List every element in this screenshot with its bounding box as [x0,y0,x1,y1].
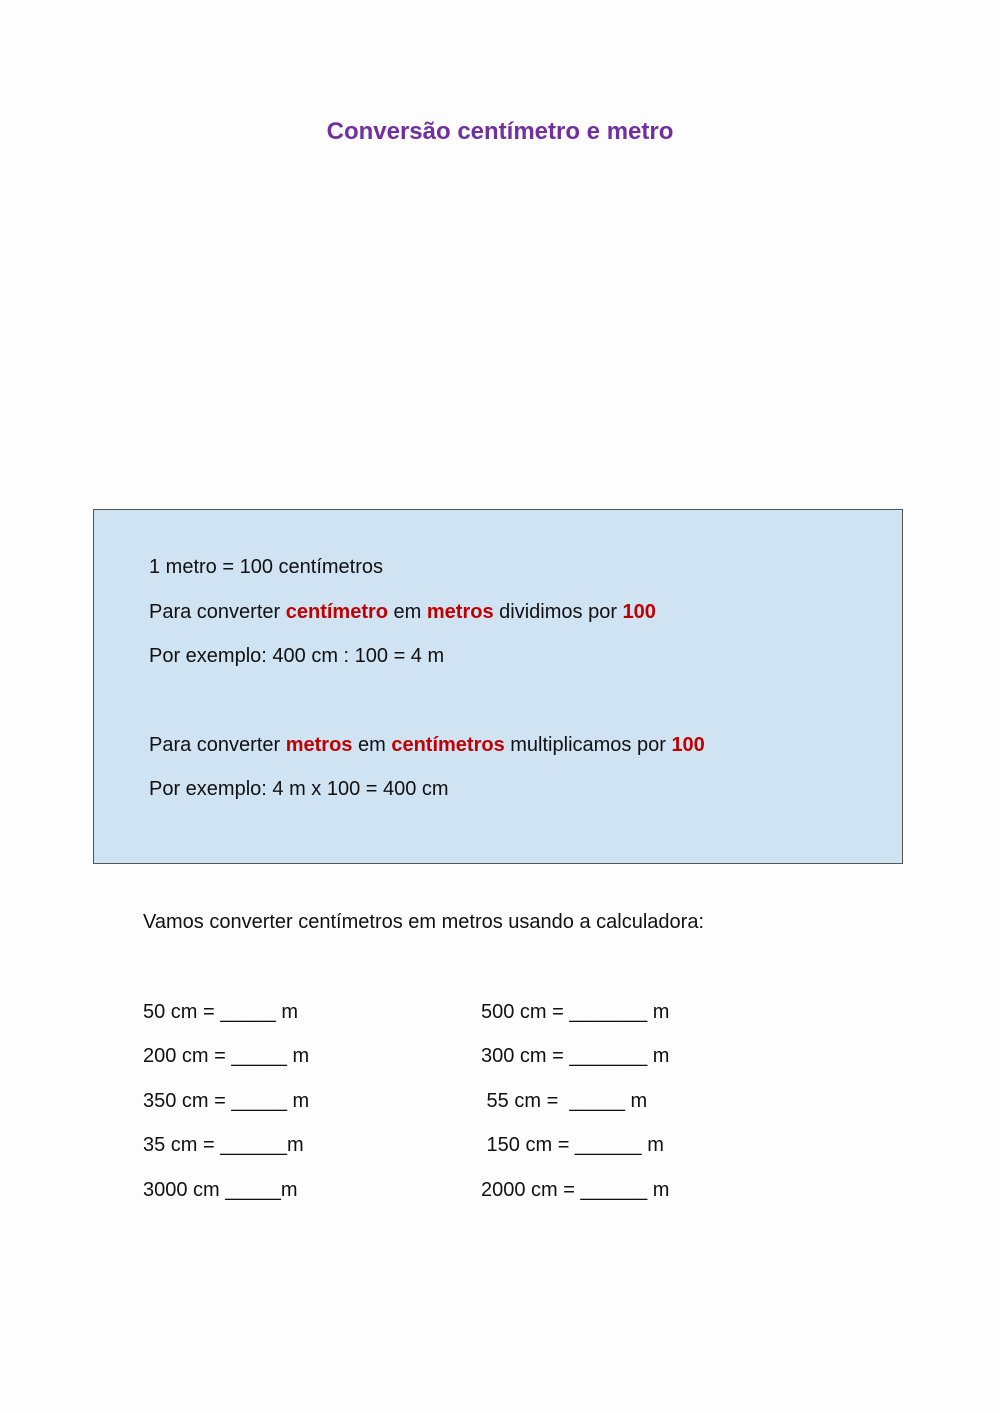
rule-line-4-text: Para converter [149,734,286,756]
rule-line-4-text: multiplicamos por [504,734,672,756]
rule-line-4-highlight: centímetros [391,734,505,756]
rule-line-1: 1 metro = 100 centímetros [149,556,384,578]
exercise-left-3: 350 cm = _____ m [143,1090,310,1112]
rule-line-3: Por exemplo: 400 cm : 100 = 4 m [149,645,445,667]
rule-line-5: Por exemplo: 4 m x 100 = 400 cm [149,778,449,800]
page-title: Conversão centímetro e metro [326,118,674,145]
rule-line-2 [149,601,656,624]
instruction: Vamos converter centímetros em metros usando a calculadora: [143,911,704,933]
rule-line-2-text: dividimos por [493,601,623,623]
rule-line-2-highlight: 100 [622,601,656,623]
rule-line-2-text: Para converter [149,601,286,623]
rule-box [93,509,903,864]
exercise-right-3: 55 cm = _____ m [481,1090,648,1112]
exercise-left-5: 3000 cm _____m [143,1179,298,1201]
exercise-right-1: 500 cm = _______ m [481,1001,670,1023]
exercise-left-1: 50 cm = _____ m [143,1001,299,1023]
rule-line-2-highlight: metros [426,601,494,623]
rule-line-4-text: em [352,734,392,756]
exercise-left-4: 35 cm = ______m [143,1134,304,1156]
rule-line-2-text: em [387,601,427,623]
exercise-right-4: 150 cm = ______ m [481,1134,664,1156]
exercise-right-2: 300 cm = _______ m [481,1045,670,1067]
rule-line-4-highlight: metros [285,734,353,756]
exercise-right-5: 2000 cm = ______ m [481,1179,670,1201]
exercise-left-2: 200 cm = _____ m [143,1045,310,1067]
rule-line-4 [149,734,705,757]
rule-line-4-highlight: 100 [671,734,705,756]
rule-line-2-highlight: centímetro [285,601,388,623]
